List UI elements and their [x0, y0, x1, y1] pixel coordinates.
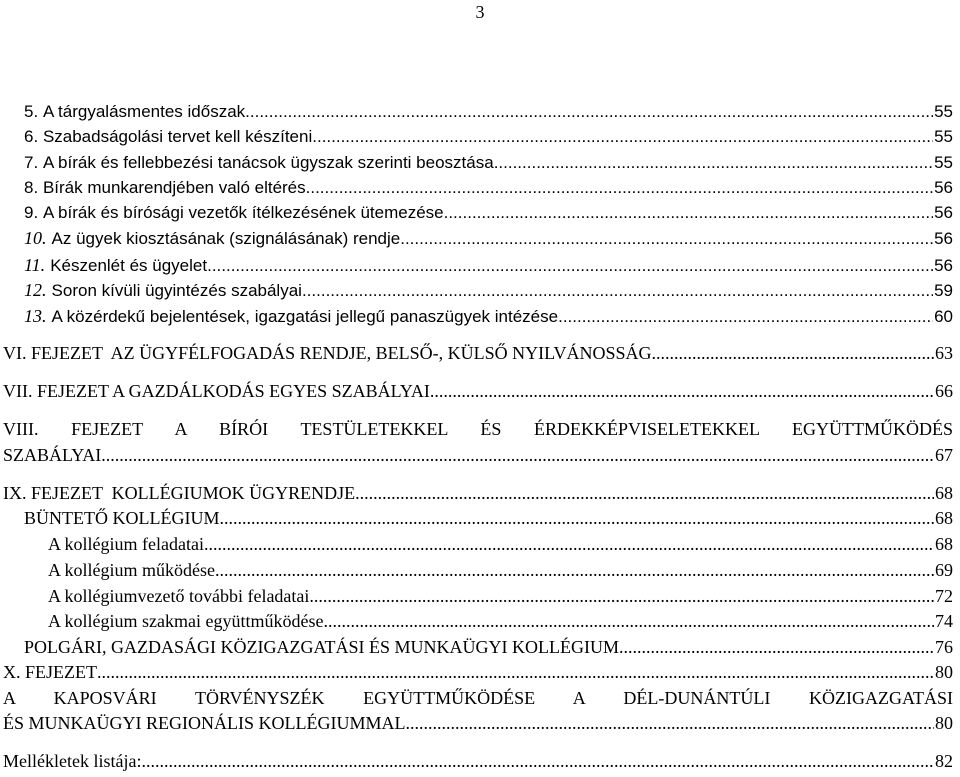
toc-entry-kaposvari-egyuttmukodes[interactable] — [3, 711, 953, 735]
entry-title: Soron kívüli ügyintézés szabályai — [51, 281, 302, 300]
toc-entry-section-9[interactable] — [24, 201, 953, 225]
entry-title: A kollégium szakmai együttműködése — [48, 611, 324, 631]
toc-entry-section-10[interactable] — [24, 226, 953, 250]
entry-page-number: 60 — [934, 307, 953, 326]
toc-entry-mellekletek[interactable] — [3, 749, 953, 773]
entry-page-number: 56 — [934, 229, 953, 248]
section-number: 8. — [24, 178, 39, 197]
entry-title-continuation: SZABÁLYAI — [3, 445, 102, 465]
entry-title: VII. FEJEZET A GAZDÁLKODÁS EGYES SZABÁLYAI — [3, 381, 430, 401]
entry-page-number: 56 — [934, 178, 953, 197]
entry-title: A közérdekű bejelentések, igazgatási jellegű panaszügyek intézése — [51, 307, 559, 326]
toc-entry-kollegium-szakmai-egyuttmukodese[interactable] — [48, 609, 953, 633]
entry-title: VI. FEJEZET AZ ÜGYFÉLFOGADÁS RENDJE, BELSŐ-, KÜLSŐ NYILVÁNOSSÁG — [3, 343, 652, 363]
entry-page-number: 55 — [934, 102, 953, 121]
dot-leader — [215, 558, 934, 582]
entry-page-number: 55 — [934, 153, 953, 172]
toc-entry-section-11[interactable] — [24, 253, 953, 277]
entry-title: Bírák munkarendjében való eltérés — [42, 178, 306, 197]
entry-page-number: 59 — [934, 281, 953, 300]
entry-title: Szabadságolási tervet kell készíteni — [42, 127, 313, 146]
entry-title-continuation: ÉS MUNKAÜGYI REGIONÁLIS KOLLÉGIUMMAL — [3, 713, 406, 733]
toc-entry-bunteto-kollegium[interactable] — [24, 506, 953, 530]
toc-entry-polgari-kollegium[interactable] — [24, 635, 953, 659]
section-number: 6. — [24, 127, 39, 146]
dot-leader — [494, 151, 933, 175]
dot-leader — [430, 379, 934, 403]
toc-entry-section-12[interactable] — [24, 278, 953, 302]
dot-leader — [405, 711, 934, 735]
entry-title: Mellékletek listája: — [3, 751, 142, 771]
dot-leader — [219, 506, 934, 530]
toc-entry-chapter-viii[interactable] — [3, 443, 953, 467]
dot-leader — [444, 201, 933, 225]
entry-title: X. FEJEZET — [3, 662, 97, 682]
entry-title: A bírák és fellebbezési tanácsok ügyszak szerinti beosztása — [42, 153, 494, 172]
toc-entry-kaposvari-line1[interactable]: A KAPOSVÁRI TÖRVÉNYSZÉK EGYÜTTMŰKÖDÉSE A DÉL-DUNÁNTÚLI KÖZIGAZGATÁSI — [3, 688, 953, 708]
entry-title: A bírák és bírósági vezetők ítélkezésének ütemezése — [42, 203, 444, 222]
entry-title: A kollégium feladatai — [48, 534, 204, 554]
toc-entry-chapter-ix[interactable] — [3, 481, 953, 505]
dot-leader — [312, 125, 933, 149]
toc-entry-chapter-vi[interactable] — [3, 341, 953, 365]
section-number: 7. — [24, 153, 39, 172]
dot-leader — [306, 176, 933, 200]
page-number-header: 3 — [475, 2, 485, 22]
entry-page-number: 82 — [935, 751, 953, 771]
dot-leader — [302, 279, 933, 303]
section-number: 13. — [24, 306, 47, 326]
entry-page-number: 63 — [935, 343, 953, 363]
entry-page-number: 76 — [935, 637, 953, 657]
section-number: 9. — [24, 203, 39, 222]
dot-leader — [245, 100, 933, 124]
toc-entry-section-6[interactable] — [24, 125, 953, 149]
toc-entry-section-7[interactable] — [24, 151, 953, 175]
entry-page-number: 80 — [935, 662, 953, 682]
entry-page-number: 69 — [935, 560, 953, 580]
dot-leader — [101, 443, 934, 467]
entry-title: Készenlét és ügyelet — [50, 256, 208, 275]
entry-page-number: 68 — [935, 508, 953, 528]
dot-leader — [204, 532, 934, 556]
entry-page-number: 68 — [935, 483, 953, 503]
entry-title: A kollégiumvezető további feladatai — [48, 586, 310, 606]
entry-page-number: 68 — [935, 534, 953, 554]
dot-leader — [309, 584, 934, 608]
entry-title: BÜNTETŐ KOLLÉGIUM — [24, 508, 220, 528]
toc-entry-kollegiumvezeto-feladatai[interactable] — [48, 584, 953, 608]
toc-entry-chapter-viii-line1[interactable]: VIII. FEJEZET A BÍRÓI TESTÜLETEKKEL ÉS ÉRDEKKÉPVISELETEKKEL EGYÜTTMŰKÖDÉS — [3, 419, 953, 439]
entry-page-number: 80 — [935, 713, 953, 733]
dot-leader — [558, 305, 933, 329]
dot-leader — [400, 227, 933, 251]
toc-entry-section-8[interactable] — [24, 176, 953, 200]
entry-page-number: 56 — [934, 256, 953, 275]
toc-entry-chapter-vii[interactable] — [3, 379, 953, 403]
entry-page-number: 72 — [935, 586, 953, 606]
toc-entry-section-5[interactable] — [24, 100, 953, 124]
entry-page-number: 55 — [934, 127, 953, 146]
dot-leader — [97, 660, 934, 684]
entry-page-number: 66 — [935, 381, 953, 401]
dot-leader — [619, 635, 934, 659]
toc-entry-chapter-x[interactable] — [3, 660, 953, 684]
entry-title: POLGÁRI, GAZDASÁGI KÖZIGAZGATÁSI ÉS MUNKAÜGYI KOLLÉGIUM — [24, 637, 619, 657]
section-number: 10. — [24, 228, 47, 248]
section-number: 5. — [24, 102, 39, 121]
dot-leader — [323, 609, 934, 633]
entry-title: A kollégium működése — [48, 560, 215, 580]
section-number: 11. — [24, 255, 46, 275]
toc-entry-kollegium-mukodese[interactable] — [48, 558, 953, 582]
dot-leader — [207, 254, 933, 278]
entry-title: IX. FEJEZET KOLLÉGIUMOK ÜGYRENDJE — [3, 483, 356, 503]
entry-page-number: 56 — [934, 203, 953, 222]
dot-leader — [141, 749, 934, 773]
entry-page-number: 74 — [935, 611, 953, 631]
entry-title: Az ügyek kiosztásának (szignálásának) rendje — [51, 229, 401, 248]
section-number: 12. — [24, 280, 47, 300]
toc-entry-section-13[interactable] — [24, 304, 953, 328]
toc-entry-kollegium-feladatai[interactable] — [48, 532, 953, 556]
dot-leader — [652, 341, 934, 365]
entry-page-number: 67 — [935, 445, 953, 465]
dot-leader — [355, 481, 934, 505]
entry-title: A tárgyalásmentes időszak — [42, 102, 246, 121]
